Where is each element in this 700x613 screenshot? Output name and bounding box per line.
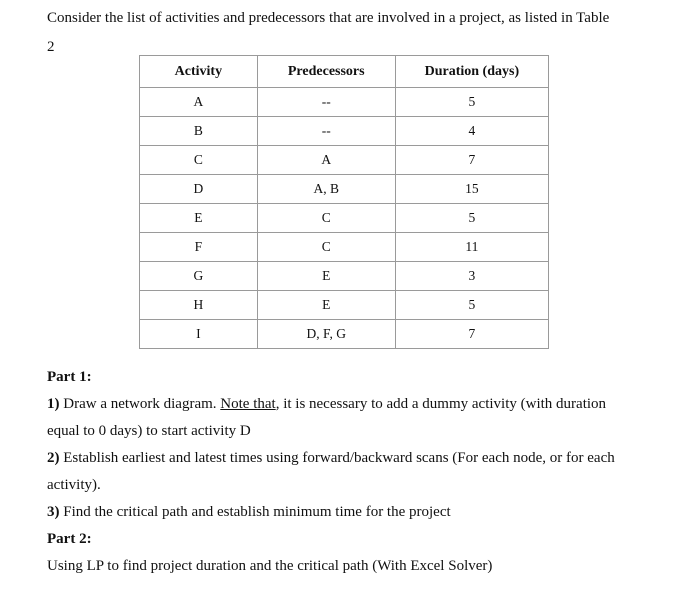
cell-duration: 7 — [395, 146, 548, 175]
question-1-continuation: equal to 0 days) to start activity D — [47, 423, 251, 439]
question-2-text: Establish earliest and latest times using forward/backward scans (For each node, or for each — [63, 450, 615, 466]
cell-duration: 5 — [395, 291, 548, 320]
table-row — [140, 175, 549, 204]
cell-activity: D — [140, 175, 258, 204]
question-3 — [47, 499, 667, 526]
part1-heading: Part 1: — [47, 369, 92, 385]
cell-duration: 4 — [395, 117, 548, 146]
cell-predecessors: C — [257, 233, 395, 262]
intro-line-2: 2 — [47, 39, 55, 55]
cell-duration: 15 — [395, 175, 548, 204]
questions-section — [47, 364, 667, 580]
table-row — [140, 291, 549, 320]
question-3-number: 3) — [47, 504, 60, 520]
cell-predecessors: A, B — [257, 175, 395, 204]
question-3-text: Find the critical path and establish minimum time for the project — [63, 504, 451, 520]
table-row — [140, 88, 549, 117]
part2-text: Using LP to find project duration and the critical path (With Excel Solver) — [47, 558, 493, 574]
cell-activity: C — [140, 146, 258, 175]
header-duration: Duration (days) — [395, 56, 548, 88]
table-row — [140, 204, 549, 233]
cell-predecessors: C — [257, 204, 395, 233]
cell-predecessors: A — [257, 146, 395, 175]
table-body — [140, 88, 549, 349]
question-1-underlined: Note that — [220, 396, 276, 412]
question-1-number: 1) — [47, 396, 60, 412]
cell-activity: B — [140, 117, 258, 146]
question-1-text-end: , it is necessary to add a dummy activity (with duration — [275, 396, 607, 412]
part2-heading: Part 2: — [47, 531, 92, 547]
cell-duration: 11 — [395, 233, 548, 262]
table-row — [140, 233, 549, 262]
cell-predecessors: D, F, G — [257, 320, 395, 349]
question-2-continuation: activity). — [47, 477, 101, 493]
table-row — [140, 117, 549, 146]
table-row — [140, 262, 549, 291]
intro-line-1: Consider the list of activities and predecessors that are involved in a project, as listed in Table — [47, 10, 610, 26]
cell-activity: H — [140, 291, 258, 320]
header-predecessors: Predecessors — [257, 56, 395, 88]
cell-activity: E — [140, 204, 258, 233]
cell-predecessors: E — [257, 291, 395, 320]
cell-activity: A — [140, 88, 258, 117]
cell-activity: I — [140, 320, 258, 349]
activity-table — [139, 55, 549, 349]
table-row — [140, 320, 549, 349]
cell-duration: 5 — [395, 204, 548, 233]
table-header-row — [140, 56, 549, 88]
header-activity: Activity — [140, 56, 258, 88]
cell-predecessors: -- — [257, 88, 395, 117]
cell-duration: 7 — [395, 320, 548, 349]
question-1 — [47, 391, 667, 418]
intro-paragraph — [47, 4, 687, 62]
table-row — [140, 146, 549, 175]
cell-predecessors: -- — [257, 117, 395, 146]
cell-predecessors: E — [257, 262, 395, 291]
cell-duration: 3 — [395, 262, 548, 291]
cell-activity: F — [140, 233, 258, 262]
question-1-text-start: Draw a network diagram. — [63, 396, 217, 412]
cell-duration: 5 — [395, 88, 548, 117]
question-2 — [47, 445, 667, 472]
question-2-number: 2) — [47, 450, 60, 466]
cell-activity: G — [140, 262, 258, 291]
